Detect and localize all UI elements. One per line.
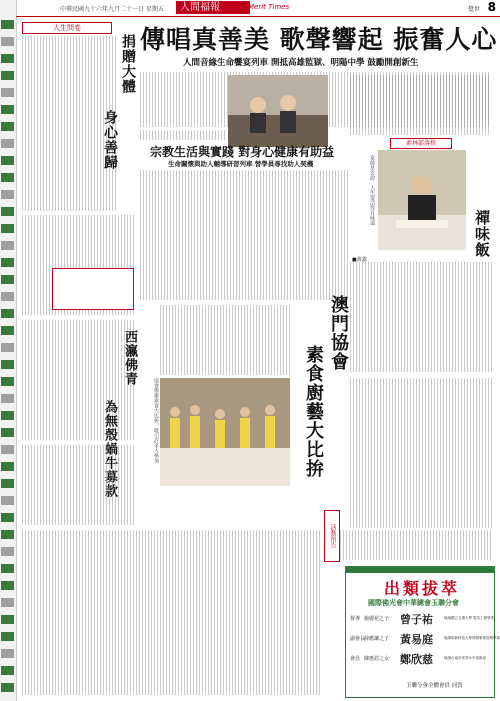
ad-row-role: 會員 — [350, 656, 361, 662]
ad-row-school: 就讀台南市家齊女中高級部 — [444, 656, 486, 660]
index-tab — [1, 513, 14, 522]
index-tab — [1, 88, 14, 97]
masthead-english: Merit Times — [248, 3, 290, 11]
index-tab — [1, 666, 14, 675]
macau-body-text — [160, 305, 290, 375]
zen-meal-photo — [378, 150, 466, 250]
index-tab — [1, 581, 14, 590]
index-tab — [1, 428, 14, 437]
index-tab — [1, 37, 14, 46]
second-subhead: 生命關懷與助人輔導研習列車 替學員尋找助人契機 — [168, 160, 314, 168]
index-tab — [1, 632, 14, 641]
index-tab — [1, 445, 14, 454]
right-body-text-2 — [350, 378, 493, 528]
lower-left-headline-2: 為無殼蝸牛募款 — [102, 400, 117, 498]
index-tab — [1, 173, 14, 182]
index-tab — [1, 564, 14, 573]
ad-rows — [350, 611, 500, 671]
macau-headline-1: 澳門協會 — [328, 295, 349, 371]
index-tab — [1, 377, 14, 386]
blog-kicker: 素林部落格 — [390, 138, 452, 149]
index-tab — [1, 71, 14, 80]
index-tab — [1, 207, 14, 216]
left-headline-2: 身心善歸 — [102, 110, 118, 170]
lower-left-body-text — [22, 445, 134, 525]
blog-caption: 家師星雲說：人生要活得有味道 — [369, 155, 375, 225]
index-tab — [1, 241, 14, 250]
index-tab — [1, 105, 14, 114]
index-tab — [1, 326, 14, 335]
ad-row-role: 副會長 — [350, 636, 366, 642]
index-tab — [1, 547, 14, 556]
index-tab — [1, 479, 14, 488]
event-kicker: 活動預告 — [324, 510, 340, 562]
section-index-strip — [0, 0, 17, 701]
cooking-contest-photo — [160, 378, 290, 486]
prison-concert-photo — [228, 75, 328, 147]
index-tab — [1, 411, 14, 420]
index-tab — [1, 139, 14, 148]
ad-row-parent: 薛應謙之子 — [364, 636, 390, 642]
blog-body-text — [350, 262, 493, 372]
issue-date: 中華民國九十六年九月二十一日 星期五 — [60, 6, 164, 13]
lower-left-headline-1: 西瀛佛青 — [122, 330, 137, 386]
index-tab — [1, 224, 14, 233]
index-tab — [1, 615, 14, 624]
ad-row-role: 督導 — [350, 616, 361, 622]
ad-top-bar — [346, 567, 494, 573]
main-headline: 傳唱真善美 歌聲響起 振奮人心 — [140, 25, 498, 54]
main-body-text-2 — [140, 130, 225, 140]
ad-row-name: 曾子祐 — [400, 613, 433, 626]
index-tab — [1, 292, 14, 301]
event-listings-text-2 — [340, 530, 493, 560]
ad-row-name: 鄭欣慈 — [400, 653, 433, 666]
index-tab — [1, 275, 14, 284]
ad-row-parent: 陳惠眉之女 — [364, 656, 390, 662]
index-tab — [1, 20, 14, 29]
ad-row — [350, 651, 490, 671]
index-tab — [1, 309, 14, 318]
ad-row — [350, 611, 495, 631]
index-tab — [1, 54, 14, 63]
section-name: 覺世 — [467, 6, 480, 13]
index-tab — [1, 649, 14, 658]
second-headline: 宗教生活與實踐 對身心健康有助益 — [150, 145, 335, 159]
page-number: 8 — [487, 0, 496, 14]
index-tab — [1, 394, 14, 403]
main-subhead: 人間音緣生命饗宴列車 開抵高雄監獄、明陽中學 鼓勵開創新生 — [183, 58, 419, 68]
photo-caption: 協會舉辦素食大比拚，吸引許多人參加 — [153, 378, 159, 463]
blog-byline: ■黃露 — [352, 257, 367, 263]
index-tab — [1, 462, 14, 471]
congratulation-ad — [345, 566, 500, 698]
index-tab — [1, 258, 14, 267]
blog-headline: 禪味飯 — [473, 210, 491, 258]
second-body-text — [140, 170, 350, 300]
index-tab — [1, 343, 14, 352]
left-sidebar-box — [52, 268, 134, 310]
ad-row-name: 黃易庭 — [400, 633, 433, 646]
right-body-text — [350, 75, 490, 135]
index-tab — [1, 360, 14, 369]
event-listings-text — [22, 530, 322, 695]
index-tab — [1, 156, 14, 165]
index-tab — [1, 190, 14, 199]
ad-row-parent: 施麗花之子 — [364, 616, 390, 622]
index-tab — [1, 530, 14, 539]
ad-row-school: 就讀國立交通大學 電信工程學系 — [444, 616, 495, 620]
macau-headline-2: 素食廚藝大比拚 — [303, 345, 324, 478]
index-tab — [1, 496, 14, 505]
ad-footer: 玉聯分會全體會員 同賀 — [406, 683, 463, 689]
left-headline-1: 捐贈大體 — [120, 34, 136, 94]
ad-row — [350, 631, 500, 651]
index-tab — [1, 683, 14, 692]
index-tab — [1, 122, 14, 131]
page-header — [16, 0, 500, 17]
masthead: 人間福報 — [176, 1, 250, 14]
index-tab — [1, 598, 14, 607]
ad-subtitle: 國際佛光會中華總會玉聯分會 — [368, 599, 459, 607]
ad-row-school: 就讀明新科技大學休閒事業管理學系 — [444, 636, 500, 640]
left-kicker: 人生問卷 — [22, 22, 112, 34]
ad-title: 出類拔萃 — [384, 579, 461, 598]
